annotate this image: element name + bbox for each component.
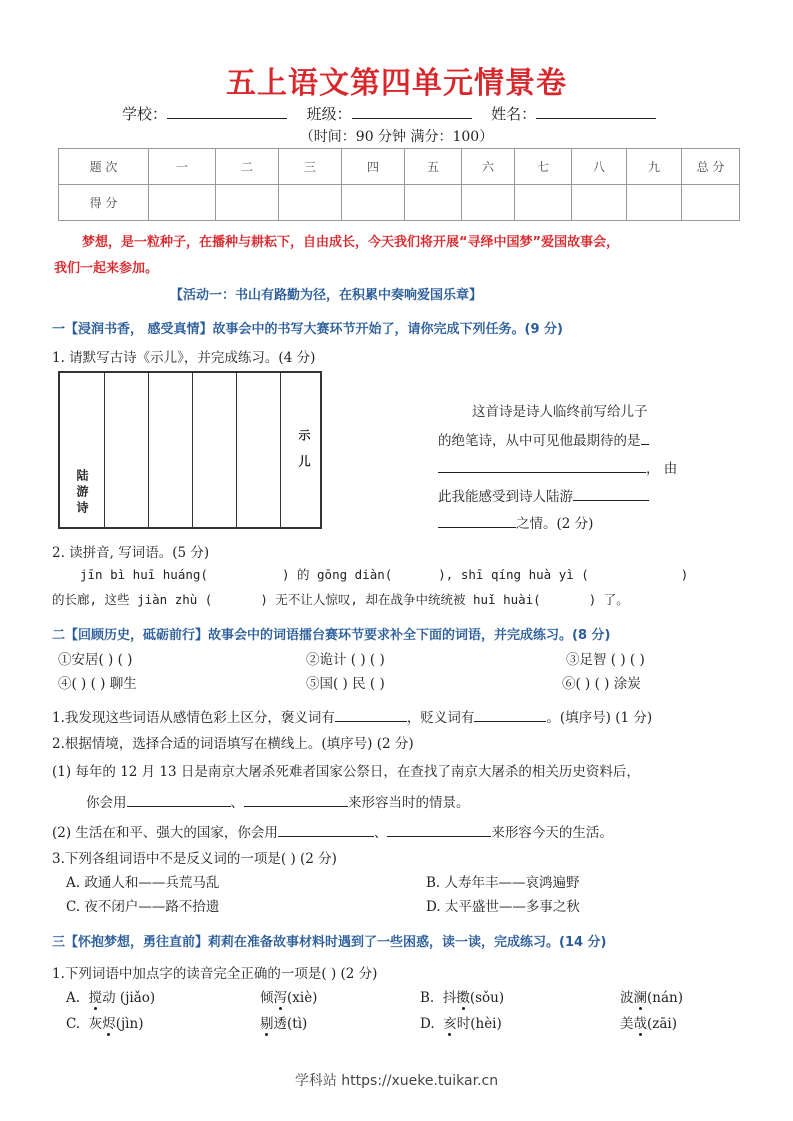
word-text: (xiè) [287, 990, 318, 1006]
q1-text-d-line [438, 485, 649, 505]
dotted-char: 哉 [633, 1016, 647, 1032]
idiom-row-2-a[interactable]: ④( ) ( ) 聊生 [58, 676, 137, 692]
score-value-row [59, 185, 740, 221]
score-cell[interactable] [342, 185, 405, 221]
poem-column[interactable] [236, 373, 281, 527]
question-3-1: 1.下列词语中加点字的读音完全正确的一项是( ) (2 分) [52, 966, 378, 982]
poem-column[interactable] [148, 373, 193, 527]
score-cell[interactable] [149, 185, 216, 221]
q1-text-d: 此我能感受到诗人陆游 [438, 489, 573, 505]
word-text: 动 (jiǎo) [102, 990, 156, 1006]
idiom-row-1-c[interactable]: ③足智 ( ) ( ) [566, 652, 645, 668]
word-text: (nán) [647, 990, 683, 1006]
option-d[interactable]: D. 太平盛世——多事之秋 [426, 899, 580, 915]
q1-text-b-line [438, 429, 649, 449]
pinyin-text: ) 的 gōng diàn( [281, 567, 393, 582]
q2-1-text: 。(填序号) (1 分) [546, 710, 653, 726]
word-text: 透(tì) [273, 1016, 308, 1032]
dotted-char: 烬 [102, 1016, 116, 1032]
question-2-2: 2.根据情境，选择合适的词语填写在横线上。(填序号) (2 分) [52, 736, 414, 752]
q2-2-text: 、 [230, 795, 244, 811]
option-b-word-2[interactable] [620, 986, 683, 1006]
q2-2-text: (2) 生活在和平、强大的国家，你会用 [52, 825, 278, 841]
q2-1-text: 1.我发现这些词语从感情色彩上区分，褒义词有 [52, 710, 335, 726]
question-2-3: 3.下列各组词语中不是反义词的一项是( ) (2 分) [52, 851, 337, 867]
score-header-cell: 九 [627, 149, 682, 185]
dotted-char: 搅 [88, 990, 103, 1006]
option-a[interactable]: A. 政通人和——兵荒马乱 [66, 875, 220, 891]
intro-line-2: 我们一起来参加。 [54, 261, 159, 276]
section-three-heading: 三【怀抱梦想，勇往直前】莉莉在准备故事材料时遇到了一些困惑，读一读，完成练习。(14 分) [52, 935, 607, 950]
question-1-1: 1. 请默写古诗《示儿》，并完成练习。(4 分) [52, 350, 316, 366]
score-cell[interactable] [279, 185, 342, 221]
option-b[interactable]: B. 人寿年丰——哀鸿遍野 [426, 875, 580, 891]
option-label: D. [420, 1016, 435, 1032]
dotted-char: 泻 [273, 990, 287, 1006]
score-header-cell: 二 [216, 149, 279, 185]
option-c-word-2[interactable] [260, 1012, 307, 1032]
school-label: 学校： [122, 105, 168, 123]
score-header-cell: 一 [149, 149, 216, 185]
pinyin-text: jīn bì huī huáng( [80, 567, 208, 582]
option-a[interactable] [66, 986, 155, 1006]
score-header-row [59, 149, 740, 185]
score-cell[interactable] [627, 185, 682, 221]
option-label: A. [66, 990, 81, 1006]
q1-text-a: 这首诗是诗人临终前写给儿子 [472, 404, 648, 420]
answer-blank[interactable] [641, 430, 649, 445]
school-field[interactable] [167, 104, 287, 119]
score-header-cell: 八 [572, 149, 627, 185]
idiom-row-2-c[interactable]: ⑥( ) ( ) 涂炭 [562, 676, 641, 692]
question-1-2: 2. 读拼音, 写词语。(5 分) [52, 545, 210, 561]
answer-blank[interactable] [127, 792, 231, 807]
pinyin-text: ) 了。 [588, 592, 629, 607]
score-header-cell: 题 次 [59, 149, 149, 185]
q1-text-c-line [438, 457, 677, 477]
dotted-char: 擞 [456, 990, 470, 1006]
q1-text-e-line [438, 512, 593, 532]
word-text: 灰 [88, 1016, 103, 1032]
word-text: 倾 [260, 990, 274, 1006]
score-header-cell: 六 [462, 149, 515, 185]
class-field[interactable] [352, 104, 472, 119]
answer-blank[interactable] [438, 458, 646, 473]
word-text: (jìn) [115, 1016, 144, 1032]
poem-writing-grid[interactable] [58, 371, 322, 529]
pinyin-text: ) [680, 567, 689, 582]
idiom-row-2-b[interactable]: ⑤国( ) 民 ( ) [306, 676, 385, 692]
word-text: 抖 [442, 990, 457, 1006]
question-2-2-1-blanks [86, 791, 470, 811]
poem-column[interactable] [104, 373, 149, 527]
idiom-row-1-b[interactable]: ②诡计 ( ) ( ) [306, 652, 385, 668]
score-header-cell: 七 [515, 149, 572, 185]
word-text: 波 [620, 990, 634, 1006]
pinyin-line-1 [80, 565, 688, 583]
question-2-2-1: (1) 每年的 12 月 13 日是南京大屠杀死难者国家公祭日，在查找了南京大屠杀的相关历史资料后， [52, 764, 640, 780]
score-cell[interactable] [216, 185, 279, 221]
dotted-char: 亥 [443, 1016, 457, 1032]
answer-blank[interactable] [244, 792, 348, 807]
option-c[interactable] [66, 1012, 143, 1032]
q2-1-text: ，贬义词有 [406, 710, 475, 726]
q1-text-b: 的绝笔诗，从中可见他最期待的是 [438, 433, 641, 449]
pinyin-text: ), shī qíng huà yì ( [438, 567, 589, 582]
answer-blank[interactable] [573, 486, 649, 501]
option-label: B. [420, 990, 435, 1006]
word-text: 美 [620, 1016, 634, 1032]
q1-text-e: 之情。(2 分) [516, 516, 594, 532]
name-field[interactable] [536, 104, 656, 119]
activity-one-heading: 【活动一：书山有路勤为径，在积累中奏响爱国乐章】 [170, 288, 483, 303]
q2-2-text: 、 [373, 825, 388, 841]
answer-blank[interactable] [474, 707, 546, 722]
poem-title: 示儿 [297, 429, 311, 481]
footer-watermark: 学科站 https://xueke.tuikar.cn [294, 1073, 499, 1089]
option-d[interactable] [420, 1012, 502, 1032]
word-text: (sǒu) [469, 990, 505, 1006]
section-two-heading: 二【回顾历史，砥砺前行】故事会中的词语擂台赛环节要求补全下面的词语，并完成练习。(8 分) [52, 628, 611, 643]
option-b[interactable] [420, 986, 504, 1006]
score-table [58, 148, 740, 221]
section-one-heading: 一【浸润书香， 感受真情】故事会中的书写大赛环节开始了，请你完成下列任务。(9 分) [52, 322, 563, 337]
q2-2-text: 来形容今天的生活。 [491, 825, 613, 841]
name-label: 姓名： [491, 105, 537, 123]
exam-time-info: （时间：90 分钟 满分：100） [299, 129, 494, 145]
score-row-label: 得 分 [59, 185, 149, 221]
idiom-row-1-a[interactable]: ①安居( ) ( ) [58, 652, 133, 668]
answer-blank[interactable] [278, 822, 374, 837]
class-label: 班级： [306, 105, 352, 123]
pinyin-line-2 [52, 590, 629, 608]
score-header-cell: 总 分 [682, 149, 740, 185]
q1-text-c: ， 由 [646, 461, 678, 477]
student-info-row [122, 103, 656, 124]
score-cell[interactable] [682, 185, 740, 221]
answer-blank[interactable] [335, 707, 407, 722]
score-cell[interactable] [515, 185, 572, 221]
poem-column[interactable] [192, 373, 237, 527]
score-header-cell: 五 [405, 149, 462, 185]
answer-blank[interactable] [438, 513, 516, 528]
intro-line-1: 梦想，是一粒种子，在播种与耕耘下，自由成长，今天我们将开展“寻绎中国梦”爱国故事会， [82, 235, 620, 250]
option-a-word-2[interactable] [260, 986, 317, 1006]
option-d-word-2[interactable] [620, 1012, 677, 1032]
word-text: (zāi) [647, 1016, 678, 1032]
q2-2-text: 你会用 [86, 795, 127, 811]
score-header-cell: 三 [279, 149, 342, 185]
page-title: 五上语文第四单元情景卷 [226, 66, 567, 101]
score-cell[interactable] [405, 185, 462, 221]
answer-blank[interactable] [387, 822, 491, 837]
question-2-2-2 [52, 821, 613, 841]
word-text: 时(hèi) [456, 1016, 502, 1032]
pinyin-text: 的长廊, 这些 jiàn zhù ( [52, 592, 213, 607]
option-label: C. [66, 1016, 81, 1032]
q2-2-text: 来形容当时的情景。 [348, 795, 470, 811]
pinyin-text: ) 无不让人惊叹, 却在战争中统统被 huǐ huài( [260, 592, 541, 607]
question-2-1 [52, 706, 652, 726]
dotted-char: 剔 [260, 1016, 274, 1032]
poem-author: 陆游诗 [75, 469, 89, 517]
score-cell[interactable] [462, 185, 515, 221]
score-cell[interactable] [572, 185, 627, 221]
score-header-cell: 四 [342, 149, 405, 185]
dotted-char: 澜 [633, 990, 647, 1006]
option-c[interactable]: C. 夜不闭户——路不拾遗 [66, 899, 220, 915]
